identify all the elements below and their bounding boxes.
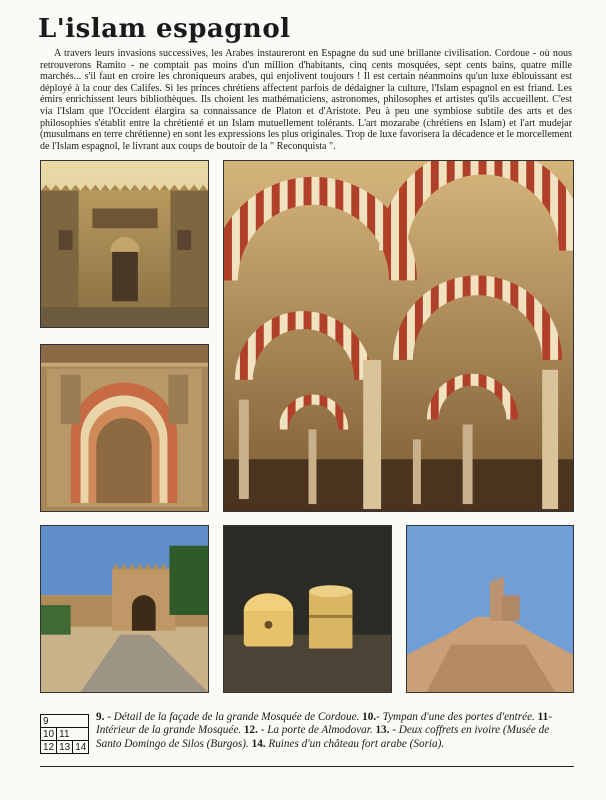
page-title: L'islam espagnol bbox=[38, 14, 291, 44]
caption-number: 13. bbox=[375, 724, 390, 737]
legend-cell: 12 bbox=[41, 741, 57, 754]
caption-number: 11 bbox=[537, 711, 549, 723]
caption-number: 9. bbox=[96, 711, 105, 723]
caption-text: Ruines d'un château fort arabe (Soria). bbox=[265, 737, 445, 750]
photo-10-tympanum bbox=[40, 344, 209, 512]
caption-text: - Deux coffrets en ivoire (Musée de Santo Domingo de Silos (Burgos). bbox=[96, 724, 550, 750]
intro-paragraph: A travers leurs invasions successives, les Arabes instaureront en Espagne du sud une brillante civilisation. Cordoue - où nous retrouverons Ramito - ne comptait pas moins d'un million d'habitants, cinq cents mosquées, sept cents bains, quatre mille marchés... s'il faut en croire les chroniqueurs arabes, qui enjolivent toujours ! Il est certain néanmoins qu'un luxe éblouissant est déployé à la cour des Califes. Si les princes chrétiens affectent parfois de dédaigner la culture, l'Islam espagnol en est friand. Les émirs enrichissent leurs bibliothèques. Ils choient les mathématiciens, astronomes, philosophes et artistes qu'ils accueillent. C'est via l'Islam que l'Occident élargira sa connaissance de Platon et d'Aristote. Peu à peu une symbiose subtile des arts et des philosophies s'établit entre la chrétienté et un Islam mutuellement tolérants. L'art mozarabe (chrétiens en Islam) et l'art mudejar (musulmans en terre chrétienne) en sont les expressions les plus originales. Trop de luxe favorisera la décadence et le morcellement de l'Islam espagnol, le livrant aux coups de boutoir de la " Reconquista ". bbox=[40, 48, 572, 152]
legend-cell: 11 bbox=[57, 728, 89, 741]
caption-text: - Intérieur de la grande Mosquée. bbox=[96, 711, 552, 737]
photo-13-ivory-caskets bbox=[223, 525, 392, 693]
figure-legend-grid bbox=[40, 714, 89, 754]
legend-cell: 13 bbox=[57, 741, 73, 754]
legend-cell: 10 bbox=[41, 728, 57, 741]
photo-11-mosque-interior bbox=[223, 160, 574, 512]
caption-number: 12. bbox=[243, 724, 258, 737]
caption-number: 14. bbox=[251, 737, 266, 750]
caption-text: - La porte de Almodovar. bbox=[257, 724, 376, 737]
legend-cell: 14 bbox=[73, 741, 89, 754]
figure-captions bbox=[96, 711, 574, 751]
photo-14-castle-ruins bbox=[406, 525, 574, 693]
legend-cell: 9 bbox=[41, 715, 89, 728]
bottom-rule bbox=[40, 766, 574, 767]
caption-text: - Détail de la façade de la grande Mosquée de Cordoue. bbox=[104, 711, 363, 723]
caption-text: - Tympan d'une des portes d'entrée. bbox=[376, 711, 538, 723]
caption-number: 10. bbox=[362, 711, 377, 723]
photo-9-mosque-facade bbox=[40, 160, 209, 328]
photo-12-almodovar-gate bbox=[40, 525, 209, 693]
